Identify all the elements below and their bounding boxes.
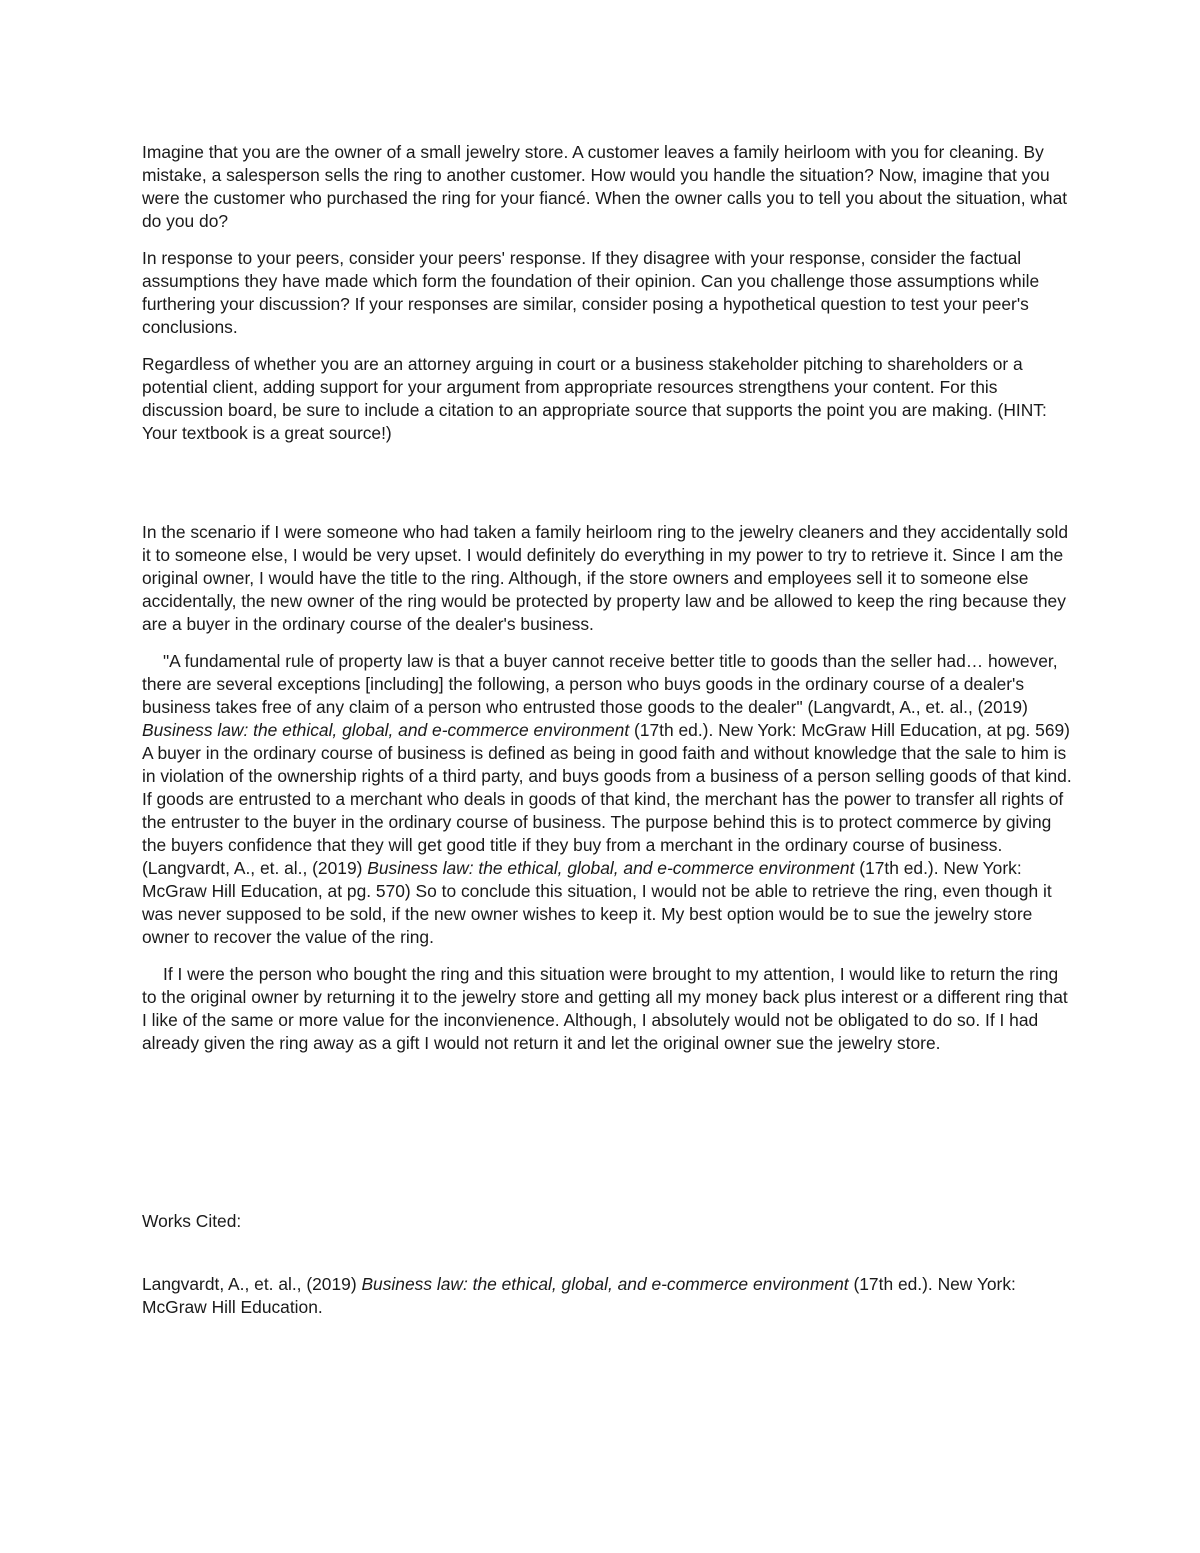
prompt-paragraph-1: Imagine that you are the owner of a small jewelry store. A customer leaves a family heirloom with you for cleaning. By mistake, a salesperson sells the ring to another customer. How would you handle the situation? Now, imagine that you were the customer who purchased the ring for your fiancé. When the owner calls you to tell you about the situation, what do you do? — [142, 142, 1068, 231]
spacer — [142, 1069, 1072, 1210]
response-paragraph-2-text-a: "A fundamental rule of property law is that a buyer cannot receive better title to goods than the seller had… however, there are several exceptions [including] the following, a person who buys goods in the ordinary course of a dealer's business takes free of any claim of a person who entrusted those goods to the dealer" (Langvardt, A., et. al., (2019) — [142, 651, 1058, 717]
response-paragraph-1: In the scenario if I were someone who had taken a family heirloom ring to the jewelry cleaners and they accidentally sold it to someone else, I would be very upset. I would definitely do everything in my power to try to retrieve it. Since I am the original owner, I would have the title to the ring. Although, if the store owners and employees sell it to someone else accidentally, the new owner of the ring would be protected by property law and be allowed to keep the ring because they are a buyer in the ordinary course of the dealer's business. — [142, 522, 1069, 634]
prompt-paragraph-3: Regardless of whether you are an attorney arguing in court or a business stakeholder pitching to shareholders or a potential client, adding support for your argument from appropriate resources strengthens your content. For this discussion board, be sure to include a citation to an appropriate source that supports the point you are making. (HINT: Your textbook is a great source!) — [142, 354, 1047, 443]
spacer — [142, 1247, 1072, 1273]
works-cited-heading: Works Cited: — [142, 1211, 242, 1231]
works-cited-entry-publisher: (17th ed.). New York: McGraw Hill Education. — [142, 1274, 1016, 1317]
response-paragraph-3: If I were the person who bought the ring and this situation were brought to my attention, I would like to return the ring to the original owner by returning it to the jewelry store and getting all my money back plus interest or a different ring that I like of the same or more value for the inconvienence. Although, I absolutely would not be obligated to do so. If I had already given the ring away as a gift I would not return it and let the original owner sue the jewelry store. — [142, 964, 1068, 1053]
works-cited-entry — [142, 1273, 1072, 1319]
book-title-citation-1: Business law: the ethical, global, and e-commerce environment — [142, 720, 630, 740]
response-paragraph-2 — [142, 650, 1072, 949]
works-cited-entry-title: Business law: the ethical, global, and e-commerce environment — [361, 1274, 849, 1294]
works-cited-entry-author: Langvardt, A., et. al., (2019) — [142, 1274, 362, 1294]
prompt-paragraph-2: In response to your peers, consider your peers' response. If they disagree with your response, consider the factual assumptions they have made which form the foundation of their opinion. Can you challenge those assumptions while furthering your discussion? If your responses are similar, consider posing a hypothetical question to test your peer's conclusions. — [142, 248, 1040, 337]
response-paragraph-2-text-b: (17th ed.). New York: McGraw Hill Education, at pg. 569) A buyer in the ordinary course of business is defined as being in good faith and without knowledge that the sale to him is in violation of the ownership rights of a third party, and buys goods from a business of a person selling goods of that kind. If goods are entrusted to a merchant who deals in goods of that kind, the merchant has the power to transfer all rights of the entruster to the buyer in the ordinary course of business. The purpose behind this is to protect commerce by giving the buyers confidence that they will get good title if they buy from a merchant in the ordinary course of business. (Langvardt, A., et. al., (2019) — [142, 720, 1072, 878]
response-paragraph-2-text-c: (17th ed.). New York: McGraw Hill Education, at pg. 570) So to conclude this situation, I would not be able to retrieve the ring, even though it was never supposed to be sold, if the new owner wishes to keep it. My best option would be to sue the jewelry store owner to recover the value of the ring. — [142, 858, 1052, 947]
spacer — [142, 459, 1072, 521]
book-title-citation-2: Business law: the ethical, global, and e-commerce environment — [367, 858, 855, 878]
document-page — [142, 141, 1072, 1333]
